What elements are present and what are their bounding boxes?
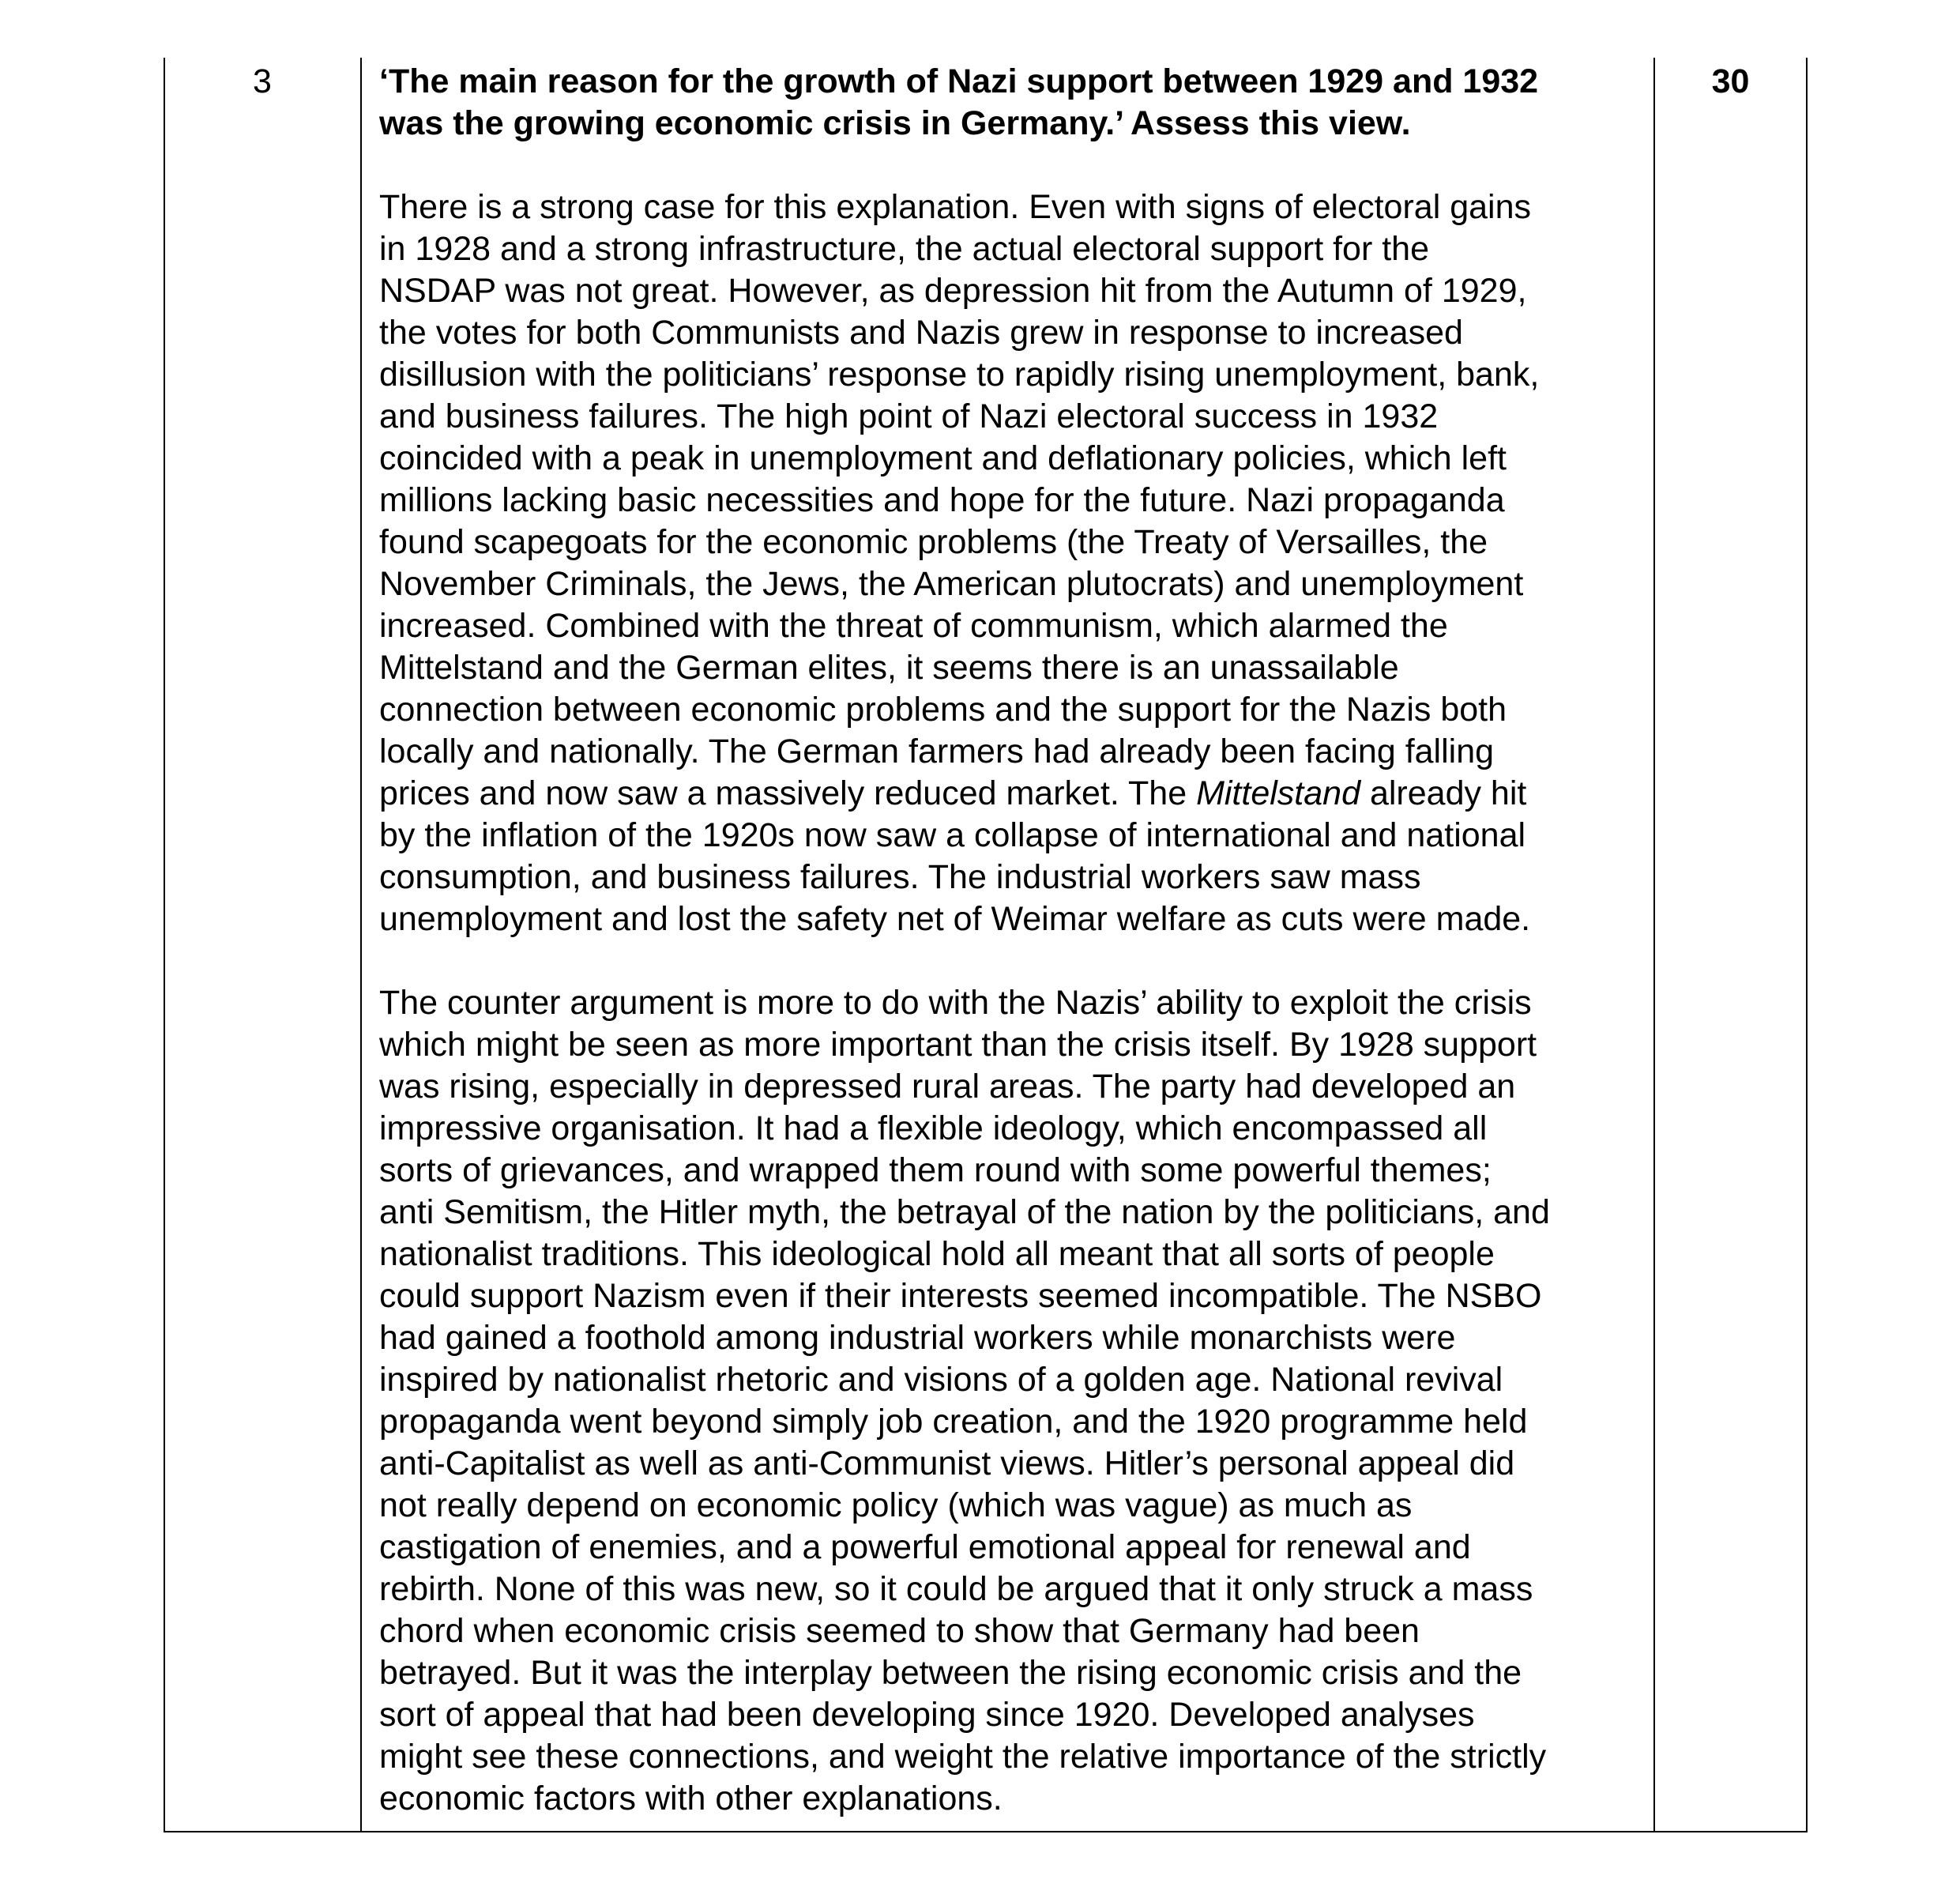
text-line: was rising, especially in depressed rural areas. The party had developed an <box>379 1068 1516 1105</box>
text-line: unemployment and lost the safety net of Weimar welfare as cuts were made. <box>379 900 1531 938</box>
text-line: Mittelstand and the German elites, it seems there is an unassailable <box>379 649 1399 687</box>
paragraph-economic-case <box>379 186 1643 940</box>
paragraph-counter-argument <box>379 982 1643 1820</box>
text-line: the votes for both Communists and Nazis grew in response to increased <box>379 314 1463 352</box>
text-line: connection between economic problems and the support for the Nazis both <box>379 691 1507 729</box>
text-line: anti Semitism, the Hitler myth, the betrayal of the nation by the politicians, and <box>379 1193 1550 1231</box>
text-line: coincided with a peak in unemployment and deflationary policies, which left <box>379 439 1507 477</box>
text-line: increased. Combined with the threat of communism, which alarmed the <box>379 607 1448 645</box>
text-line: betrayed. But it was the interplay between the rising economic crisis and the <box>379 1654 1522 1692</box>
question-line: ‘The main reason for the growth of Nazi support between 1929 and 1932 <box>379 62 1539 100</box>
text-line: consumption, and business failures. The industrial workers saw mass <box>379 858 1421 896</box>
text-line: could support Nazism even if their interests seemed incompatible. The NSBO <box>379 1277 1542 1315</box>
text-line-with-italic <box>379 773 1643 815</box>
text-line: in 1928 and a strong infrastructure, the actual electoral support for the <box>379 230 1430 268</box>
text-line: locally and nationally. The German farmers had already been facing falling <box>379 733 1495 770</box>
text-line: had gained a foothold among industrial workers while monarchists were <box>379 1319 1456 1357</box>
text-line: nationalist traditions. This ideological hold all meant that all sorts of people <box>379 1235 1495 1273</box>
text-line: November Criminals, the Jews, the American plutocrats) and unemployment <box>379 565 1524 603</box>
text-line: inspired by nationalist rhetoric and visions of a golden age. National revival <box>379 1361 1503 1399</box>
text-line: sorts of grievances, and wrapped them round with some powerful themes; <box>379 1151 1492 1189</box>
column-divider-question <box>360 58 362 1832</box>
question-number: 3 <box>253 62 272 100</box>
text-line: castigation of enemies, and a powerful emotional appeal for renewal and <box>379 1528 1471 1566</box>
text-line: NSDAP was not great. However, as depression hit from the Autumn of 1929, <box>379 272 1527 310</box>
text-line: propaganda went beyond simply job creation, and the 1920 programme held <box>379 1403 1528 1441</box>
answer-guidance <box>379 61 1643 1820</box>
text-line: found scapegoats for the economic problems (the Treaty of Versailles, the <box>379 523 1488 561</box>
italic-term: Mittelstand <box>1196 774 1360 812</box>
text-segment: already hit <box>1360 774 1527 812</box>
text-line: might see these connections, and weight the relative importance of the strictly <box>379 1738 1547 1776</box>
text-line: sort of appeal that had been developing since 1920. Developed analyses <box>379 1696 1475 1734</box>
marks-value: 30 <box>1711 62 1750 100</box>
column-divider-marks <box>1653 58 1655 1832</box>
text-line: not really depend on economic policy (which was vague) as much as <box>379 1486 1413 1524</box>
text-line: by the inflation of the 1920s now saw a collapse of international and national <box>379 816 1526 854</box>
text-line: disillusion with the politicians’ response to rapidly rising unemployment, bank, <box>379 356 1540 394</box>
text-line: The counter argument is more to do with the Nazis’ ability to exploit the crisis <box>379 984 1532 1022</box>
text-line: and business failures. The high point of Nazi electoral success in 1932 <box>379 397 1439 435</box>
text-segment: prices and now saw a massively reduced market. The <box>379 774 1197 812</box>
text-line: chord when economic crisis seemed to show that Germany had been <box>379 1612 1420 1650</box>
text-line: impressive organisation. It had a flexible ideology, which encompassed all <box>379 1109 1488 1147</box>
text-line: anti-Capitalist as well as anti-Communist views. Hitler’s personal appeal did <box>379 1444 1515 1482</box>
question-line: was the growing economic crisis in Germany.’ Assess this view. <box>379 104 1411 142</box>
text-line: rebirth. None of this was new, so it could be argued that it only struck a mass <box>379 1570 1533 1608</box>
text-line: economic factors with other explanations. <box>379 1780 1003 1817</box>
text-line: millions lacking basic necessities and hope for the future. Nazi propaganda <box>379 481 1505 519</box>
text-line: which might be seen as more important than the crisis itself. By 1928 support <box>379 1026 1537 1064</box>
question-prompt <box>379 61 1643 145</box>
text-line: There is a strong case for this explanation. Even with signs of electoral gains <box>379 188 1531 226</box>
